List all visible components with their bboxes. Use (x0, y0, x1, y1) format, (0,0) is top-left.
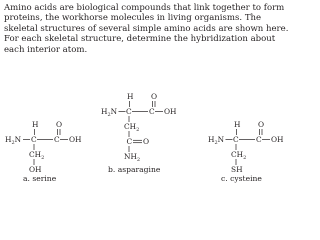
asparagine-top-h: H (127, 92, 134, 101)
serine-structure (5, 120, 82, 183)
asparagine-oh: OH (164, 107, 177, 116)
serine-ch2: $CH_2$ (29, 150, 45, 161)
asparagine-amide-o: O (143, 137, 150, 146)
serine-top-o: O (56, 120, 63, 129)
serine-amine: $H_2N$ (5, 135, 22, 146)
cysteine-top-o: O (258, 120, 265, 129)
asparagine-nh2: $NH_2$ (124, 152, 141, 163)
asparagine-amine: $H_2N$ (101, 107, 118, 118)
serine-oh: OH (69, 135, 82, 144)
serine-top-h: H (32, 120, 39, 129)
cysteine-sh: SH (231, 165, 243, 174)
asparagine-carboxyl-c: C (149, 107, 155, 116)
serine-caption: a. serine (23, 174, 57, 183)
cysteine-structure (208, 120, 284, 183)
asparagine-structure (101, 92, 177, 174)
cysteine-carboxyl-c: C (256, 135, 262, 144)
cysteine-caption: c. cysteine (221, 174, 262, 183)
asparagine-top-o: O (151, 92, 158, 101)
cysteine-top-h: H (234, 120, 241, 129)
serine-carboxyl-c: C (54, 135, 60, 144)
cysteine-ch2: $CH_2$ (231, 150, 247, 161)
asparagine-amide-c: C (126, 137, 133, 146)
question-text: Amino acids are biological compounds that link together to form proteins, the workhorse molecules in living organisms. The skeletal structures of several simple amino acids are shown here. For each skeletal structure, determine the hybridization about each interior atom. (4, 3, 289, 55)
cysteine-alpha-c: C (233, 135, 239, 144)
serine-side-oh: OH (29, 165, 42, 174)
asparagine-ch2: $CH_2$ (124, 122, 140, 133)
asparagine-caption: b. asparagine (108, 165, 161, 174)
cysteine-oh: OH (271, 135, 284, 144)
serine-alpha-c: C (31, 135, 37, 144)
cysteine-amine: $H_2N$ (208, 135, 225, 146)
asparagine-alpha-c: C (126, 107, 132, 116)
